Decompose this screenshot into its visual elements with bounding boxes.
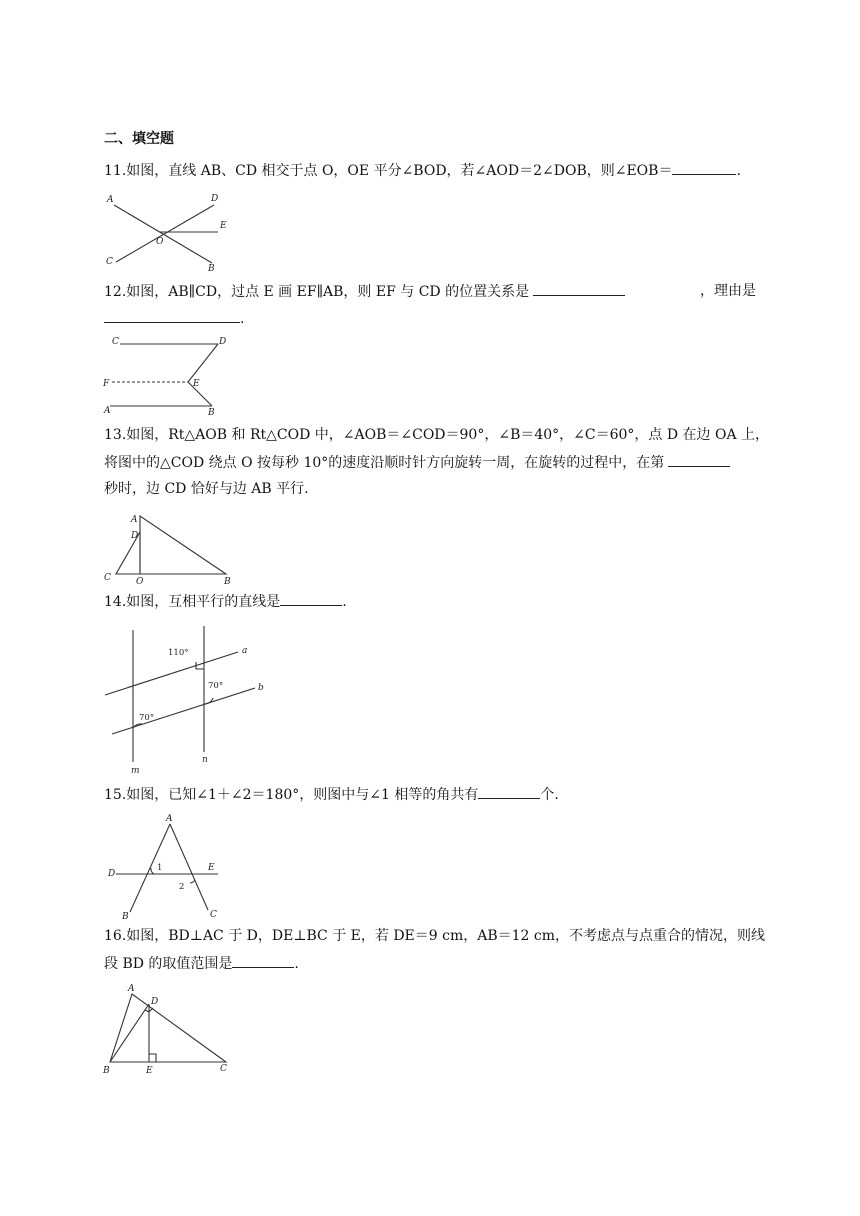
q13-label-o: O bbox=[136, 577, 144, 587]
q12-mid: ，理由是 bbox=[700, 283, 756, 299]
q11-label-d: D bbox=[211, 194, 219, 204]
q16-label-d: D bbox=[151, 997, 159, 1007]
q16-end: . bbox=[294, 956, 299, 972]
q12-stem: 12.如图，AB∥CD，过点 E 画 EF∥AB，则 EF 与 CD 的位置关系是 bbox=[104, 284, 530, 300]
angle-mark-70-top bbox=[204, 698, 213, 704]
q12-label-b: B bbox=[208, 408, 215, 418]
line-cd bbox=[116, 205, 214, 262]
question-14-text bbox=[104, 591, 347, 612]
q11-label-a: A bbox=[107, 195, 114, 205]
q12-label-c: C bbox=[112, 337, 119, 347]
segment-bd bbox=[110, 1004, 149, 1062]
q13-line2-text: 将图中的△COD 绕点 O 按每秒 10°的速度沿顺时针方向旋转一周，在旋转的过程中，在第 bbox=[104, 455, 665, 471]
q16-line2-text: 段 BD 的取值范围是 bbox=[104, 956, 233, 972]
q13-label-a: A bbox=[131, 515, 138, 525]
q11-label-b: B bbox=[208, 264, 215, 274]
triangle-aob bbox=[140, 516, 226, 574]
q16-label-b: B bbox=[103, 1066, 110, 1076]
q14-label-n: n bbox=[202, 755, 208, 765]
q16-figure bbox=[100, 982, 240, 1078]
q14-label-b: b bbox=[258, 683, 264, 693]
q16-label-e: E bbox=[146, 1066, 153, 1076]
q13-figure bbox=[100, 508, 240, 586]
polyline-dEB bbox=[188, 344, 218, 406]
q14-answer-blank[interactable] bbox=[280, 591, 342, 606]
q12-label-d: D bbox=[219, 337, 227, 347]
q12-answer-blank-1[interactable] bbox=[533, 281, 625, 296]
q11-label-e: E bbox=[220, 221, 227, 231]
q15-angle-1: 1 bbox=[157, 863, 163, 873]
q14-label-m: m bbox=[131, 766, 140, 776]
angle-mark-2 bbox=[190, 880, 195, 883]
question-13-line2 bbox=[104, 452, 730, 473]
q11-label-c: C bbox=[106, 257, 113, 267]
q15-answer-blank[interactable] bbox=[478, 784, 540, 799]
q14-label-a: a bbox=[242, 646, 248, 656]
q13-label-d: D bbox=[131, 531, 139, 541]
q15-label-e: E bbox=[208, 863, 215, 873]
q15-label-c: C bbox=[210, 910, 217, 920]
q15-label-b: B bbox=[122, 912, 129, 922]
q16-answer-blank[interactable] bbox=[232, 953, 294, 968]
q11-answer-blank[interactable] bbox=[672, 160, 736, 175]
q12-label-e: E bbox=[193, 379, 200, 389]
question-16-line2 bbox=[104, 953, 299, 974]
question-13-line1: 13.如图，Rt△AOB 和 Rt△COD 中，∠AOB＝∠COD＝90°，∠B＝40°，∠C＝60°，点 D 在边 OA 上， bbox=[104, 427, 770, 443]
question-16-line1: 16.如图，BD⊥AC 于 D，DE⊥BC 于 E，若 DE＝9 cm，AB＝12 cm，不考虑点与点重合的情况，则线 bbox=[104, 928, 766, 944]
q11-stem: 11.如图，直线 AB、CD 相交于点 O，OE 平分∠BOD，若∠AOD＝2∠DOB，则∠EOB＝ bbox=[104, 163, 673, 179]
question-11-text bbox=[104, 160, 741, 181]
question-12-line2 bbox=[104, 308, 244, 329]
q15-figure bbox=[100, 810, 240, 920]
triangle-abc bbox=[110, 994, 226, 1062]
q15-stem: 15.如图，已知∠1＋∠2＝180°，则图中与∠1 相等的角共有 bbox=[104, 787, 479, 803]
q11-label-o: O bbox=[156, 237, 164, 247]
q14-stem: 14.如图，互相平行的直线是 bbox=[104, 594, 281, 610]
right-angle-mark-e bbox=[149, 1054, 156, 1062]
line-ab bbox=[130, 824, 170, 912]
q14-figure bbox=[100, 618, 280, 776]
q12-label-a: A bbox=[104, 406, 111, 416]
q13-label-b: B bbox=[224, 577, 231, 587]
q13-answer-blank[interactable] bbox=[668, 452, 730, 467]
angle-label-70-top: 70° bbox=[208, 681, 224, 691]
line-ac bbox=[170, 824, 208, 910]
q12-label-f: F bbox=[103, 379, 110, 389]
question-13-line3: 秒时，边 CD 恰好与边 AB 平行. bbox=[104, 481, 309, 497]
q15-label-d: D bbox=[108, 869, 116, 879]
section-title: 二、填空题 bbox=[104, 131, 174, 147]
q15-angle-2: 2 bbox=[179, 882, 185, 892]
q13-label-c: C bbox=[104, 573, 111, 583]
angle-label-110: 110° bbox=[168, 648, 189, 658]
angle-mark-1 bbox=[151, 868, 154, 874]
q16-label-a: A bbox=[128, 984, 135, 994]
q12-figure bbox=[100, 332, 240, 418]
q11-end: . bbox=[736, 163, 741, 179]
question-12-text bbox=[104, 281, 756, 302]
q12-answer-blank-2[interactable] bbox=[104, 308, 240, 323]
angle-label-70-bot: 70° bbox=[139, 713, 155, 723]
q14-end: . bbox=[342, 594, 347, 610]
q15-label-a: A bbox=[166, 814, 173, 824]
q12-end: . bbox=[240, 311, 245, 327]
q15-end: 个. bbox=[540, 787, 559, 803]
q16-label-c: C bbox=[220, 1064, 227, 1074]
q11-figure bbox=[100, 188, 240, 273]
question-15-text bbox=[104, 784, 559, 805]
